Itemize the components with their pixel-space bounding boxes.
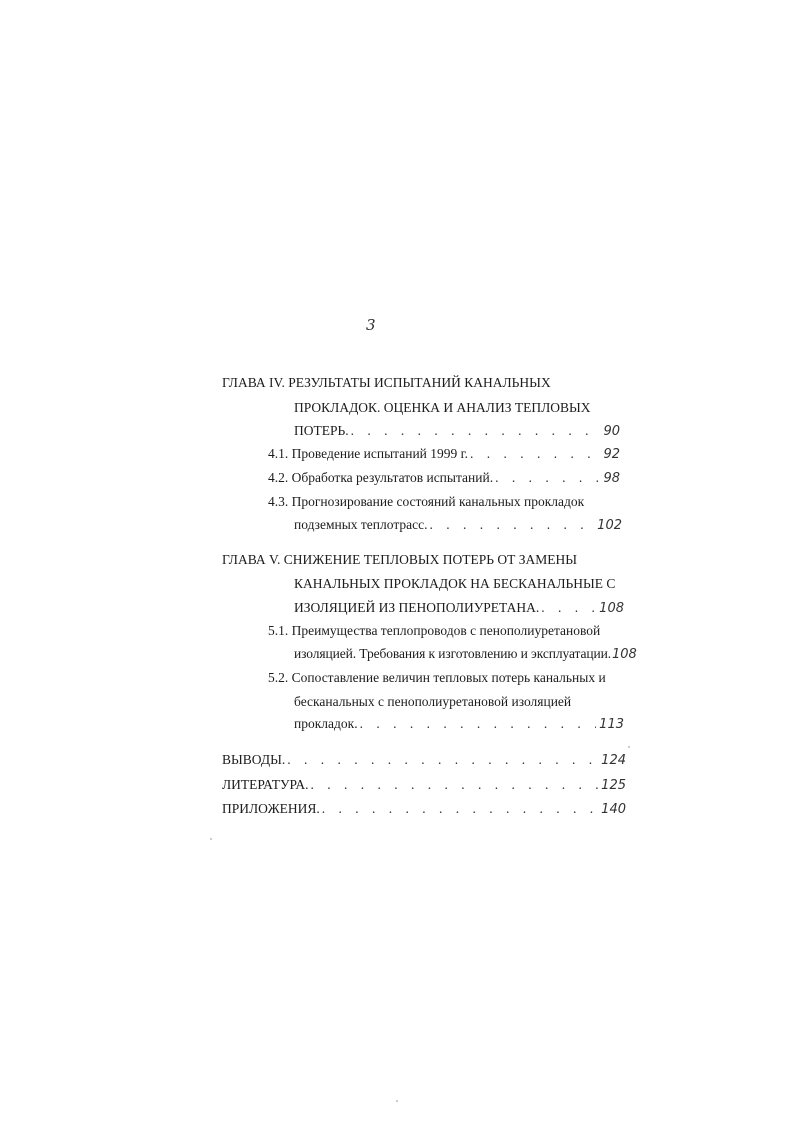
toc-entry-5-2[interactable] [294, 716, 624, 733]
page-ref: 90 [603, 424, 620, 439]
page-ref: 124 [601, 753, 626, 768]
scan-speck [396, 1100, 398, 1102]
toc-entry-appendices[interactable] [222, 801, 626, 818]
section-4-1-label: 4.1. Проведение испытаний 1999 г. [268, 446, 469, 461]
chapter5-title-line1: ГЛАВА V. СНИЖЕНИЕ ТЕПЛОВЫХ ПОТЕРЬ ОТ ЗАМЕНЫ [222, 552, 578, 567]
dot-leader [351, 423, 601, 439]
scan-speck [210, 838, 212, 840]
toc-entry-5-1[interactable] [294, 646, 637, 663]
dot-leader [310, 777, 598, 793]
section-5-1-line1: 5.1. Преимущества теплопроводов с пенополиуретановой [268, 623, 601, 638]
page-ref: 125 [601, 778, 626, 793]
section-5-2-line2: бесканальных с пенополиуретановой изоляцией [294, 694, 572, 709]
page-ref: 102 [597, 518, 622, 533]
page-number: 3 [366, 316, 376, 334]
toc-entry-chapter5[interactable] [294, 600, 624, 617]
section-4-3-line1: 4.3. Прогнозирование состояний канальных прокладок [268, 494, 585, 509]
dot-leader [470, 446, 600, 462]
chapter5-title-line3: ИЗОЛЯЦИЕЙ ИЗ ПЕНОПОЛИУРЕТАНА. [294, 600, 540, 615]
toc-entry-literature[interactable] [222, 777, 626, 794]
page-ref: 113 [599, 717, 624, 732]
toc-entry-4-1[interactable] [268, 446, 620, 463]
section-4-2-label: 4.2. Обработка результатов испытаний. [268, 470, 494, 485]
appendices-label: ПРИЛОЖЕНИЯ. [222, 801, 320, 816]
dot-leader [322, 801, 598, 817]
dot-leader [360, 716, 597, 732]
chapter4-title-line2: ПРОКЛАДОК. ОЦЕНКА И АНАЛИЗ ТЕПЛОВЫХ [294, 400, 591, 415]
scan-speck [628, 746, 630, 748]
chapter4-title-line1: ГЛАВА IV. РЕЗУЛЬТАТЫ ИСПЫТАНИЙ КАНАЛЬНЫХ [222, 375, 551, 390]
dot-leader [541, 600, 596, 616]
chapter5-title-line2: КАНАЛЬНЫХ ПРОКЛАДОК НА БЕСКАНАЛЬНЫЕ С [294, 576, 616, 591]
section-4-3-line2: подземных теплотрасс. [294, 517, 428, 532]
toc-entry-chapter4[interactable] [294, 423, 620, 440]
chapter4-title-line3: ПОТЕРЬ. [294, 423, 349, 438]
page-ref: 98 [603, 471, 620, 486]
page-ref: 140 [601, 802, 626, 817]
dot-leader [430, 517, 595, 533]
page-ref: 108 [599, 601, 624, 616]
section-5-2-line3: прокладок. [294, 716, 358, 731]
toc-entry-4-2[interactable] [268, 470, 620, 487]
dot-leader [287, 752, 598, 768]
section-5-1-line2: изоляцией. Требования к изготовлению и эксплуатации. [294, 646, 611, 661]
page-ref: 92 [603, 447, 620, 462]
page-ref: 108 [612, 647, 637, 662]
dot-leader [495, 470, 600, 486]
section-5-2-line1: 5.2. Сопоставление величин тепловых потерь канальных и [268, 670, 606, 685]
toc-entry-4-3[interactable] [294, 517, 622, 534]
toc-entry-conclusions[interactable] [222, 752, 626, 769]
conclusions-label: ВЫВОДЫ. [222, 752, 286, 767]
literature-label: ЛИТЕРАТУРА. [222, 777, 309, 792]
